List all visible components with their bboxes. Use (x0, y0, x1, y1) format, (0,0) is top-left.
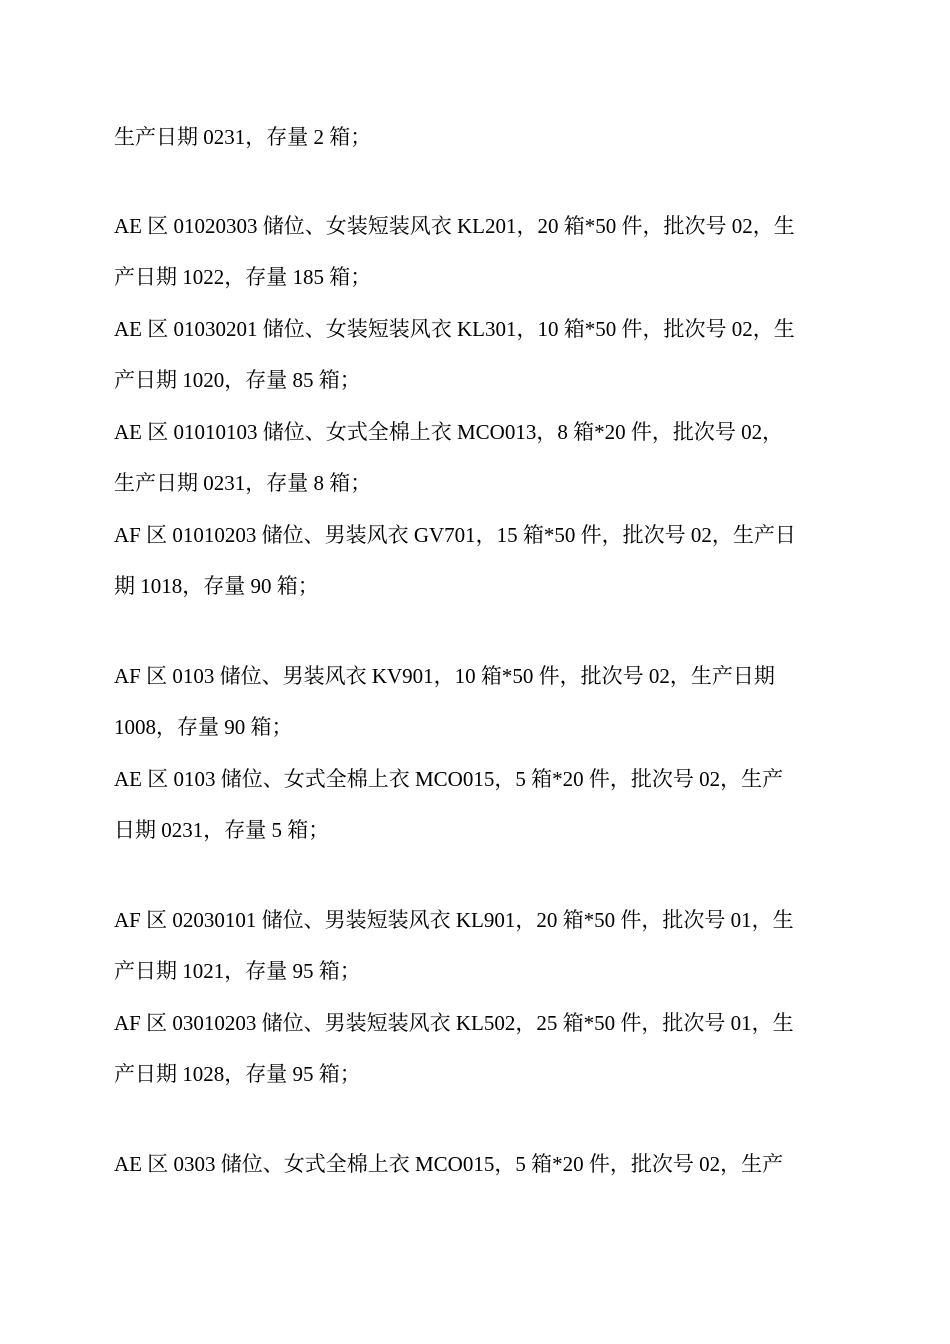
text-line: AE 区 0303 储位、女式全棉上衣 MCO015，5 箱*20 件，批次号 02，生产 (114, 1152, 784, 1176)
text-line: AE 区 01020303 储位、女装短装风衣 KL201，20 箱*50 件，批次号 02，生 (114, 214, 795, 238)
text-line: AF 区 03010203 储位、男装短装风衣 KL502，25 箱*50 件，批次号 01，生 (114, 1011, 794, 1035)
text-line: 期 1018，存量 90 箱； (114, 574, 319, 598)
text-line: 产日期 1022，存量 185 箱； (114, 265, 372, 289)
text-line: 产日期 1021，存量 95 箱； (114, 959, 361, 983)
text-line: 1008，存量 90 箱； (114, 715, 293, 739)
text-line: AF 区 01010203 储位、男装风衣 GV701，15 箱*50 件，批次号 02，生产日 (114, 523, 796, 547)
text-line: 生产日期 0231，存量 2 箱； (114, 125, 372, 149)
text-line: AF 区 02030101 储位、男装短装风衣 KL901，20 箱*50 件，批次号 01，生 (114, 908, 794, 932)
text-line: AE 区 01030201 储位、女装短装风衣 KL301，10 箱*50 件，批次号 02，生 (114, 317, 795, 341)
text-line: AE 区 0103 储位、女式全棉上衣 MCO015，5 箱*20 件，批次号 02，生产 (114, 767, 784, 791)
text-line: 生产日期 0231，存量 8 箱； (114, 471, 372, 495)
text-line: 产日期 1020，存量 85 箱； (114, 368, 361, 392)
text-line: 日期 0231，存量 5 箱； (114, 818, 330, 842)
text-line: AE 区 01010103 储位、女式全棉上衣 MCO013，8 箱*20 件，批次号 02， (114, 420, 784, 444)
text-line: AF 区 0103 储位、男装风衣 KV901，10 箱*50 件，批次号 02，生产日期 (114, 664, 775, 688)
text-line: 产日期 1028，存量 95 箱； (114, 1062, 361, 1086)
